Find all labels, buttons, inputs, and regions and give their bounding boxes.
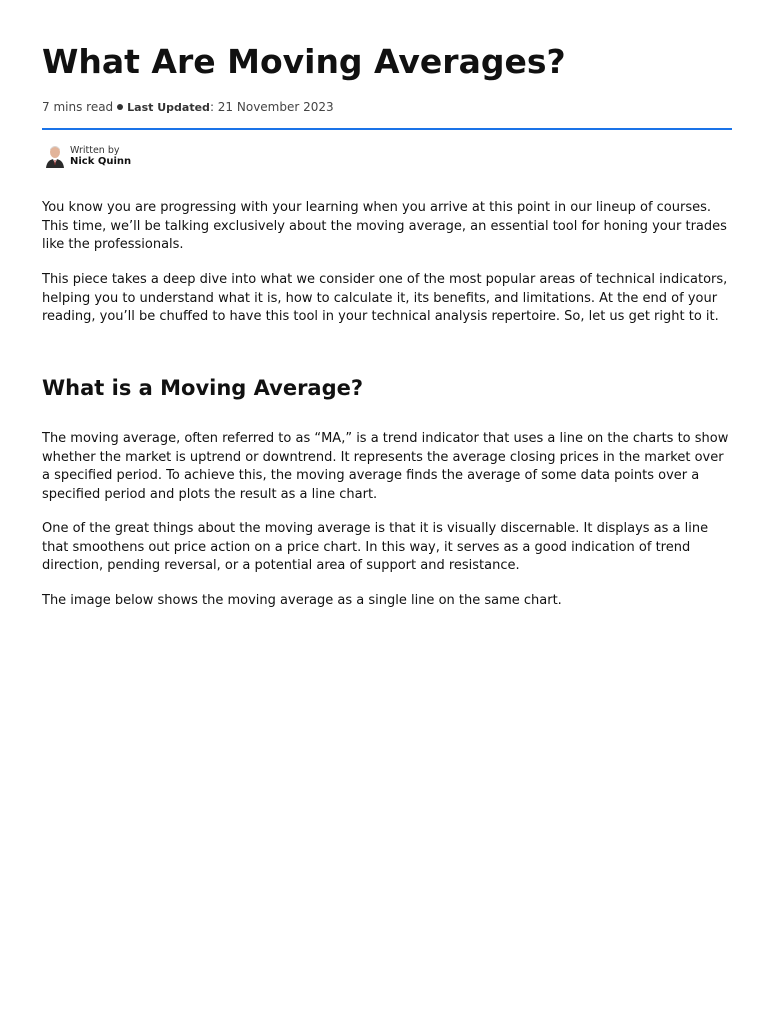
- section-paragraph: One of the great things about the moving average is that it is visually discernable. It displays as a line that smoothens out price action on a price chart. In this way, it serves as a good indication of trend direction, pending reversal, or a potential area of support and resistance.: [42, 521, 709, 574]
- section-paragraph: The moving average, often referred to as “MA,” is a trend indicator that uses a line on the charts to show whether the market is uptrend or downtrend. It represents the average closing prices in the market over a specified period. To achieve this, the moving average finds the average of some data points over a specified period and plots the result as a line chart.: [42, 431, 729, 503]
- article-meta: [42, 100, 334, 114]
- written-by-label: Written by: [70, 145, 120, 156]
- author-byline[interactable]: [44, 144, 131, 168]
- last-updated-value: : 21 November 2023: [209, 100, 334, 114]
- section-paragraph: The image below shows the moving average as a single line on the same chart.: [42, 593, 562, 608]
- author-text: [70, 145, 131, 167]
- bullet-dot-icon: [117, 104, 123, 110]
- intro-paragraph: You know you are progressing with your learning when you arrive at this point in our lineup of courses. This time, we’ll be talking exclusively about the moving average, an essential tool for honing your trades like the professionals.: [42, 200, 727, 253]
- section-heading: What is a Moving Average?: [42, 376, 364, 400]
- author-name-link[interactable]: Nick Quinn: [70, 156, 132, 167]
- person-avatar-icon: [44, 144, 66, 168]
- title-divider: [42, 128, 732, 130]
- read-time: 7 mins read: [42, 100, 114, 114]
- page-title: What Are Moving Averages?: [42, 42, 566, 81]
- last-updated-label: Last Updated: [127, 101, 210, 114]
- intro-paragraph: This piece takes a deep dive into what we consider one of the most popular areas of technical indicators, helping you to understand what it is, how to calculate it, its benefits, and limitations. At the end of your reading, you’ll be chuffed to have this tool in your technical analysis repertoire. So, let us get right to it.: [42, 272, 728, 325]
